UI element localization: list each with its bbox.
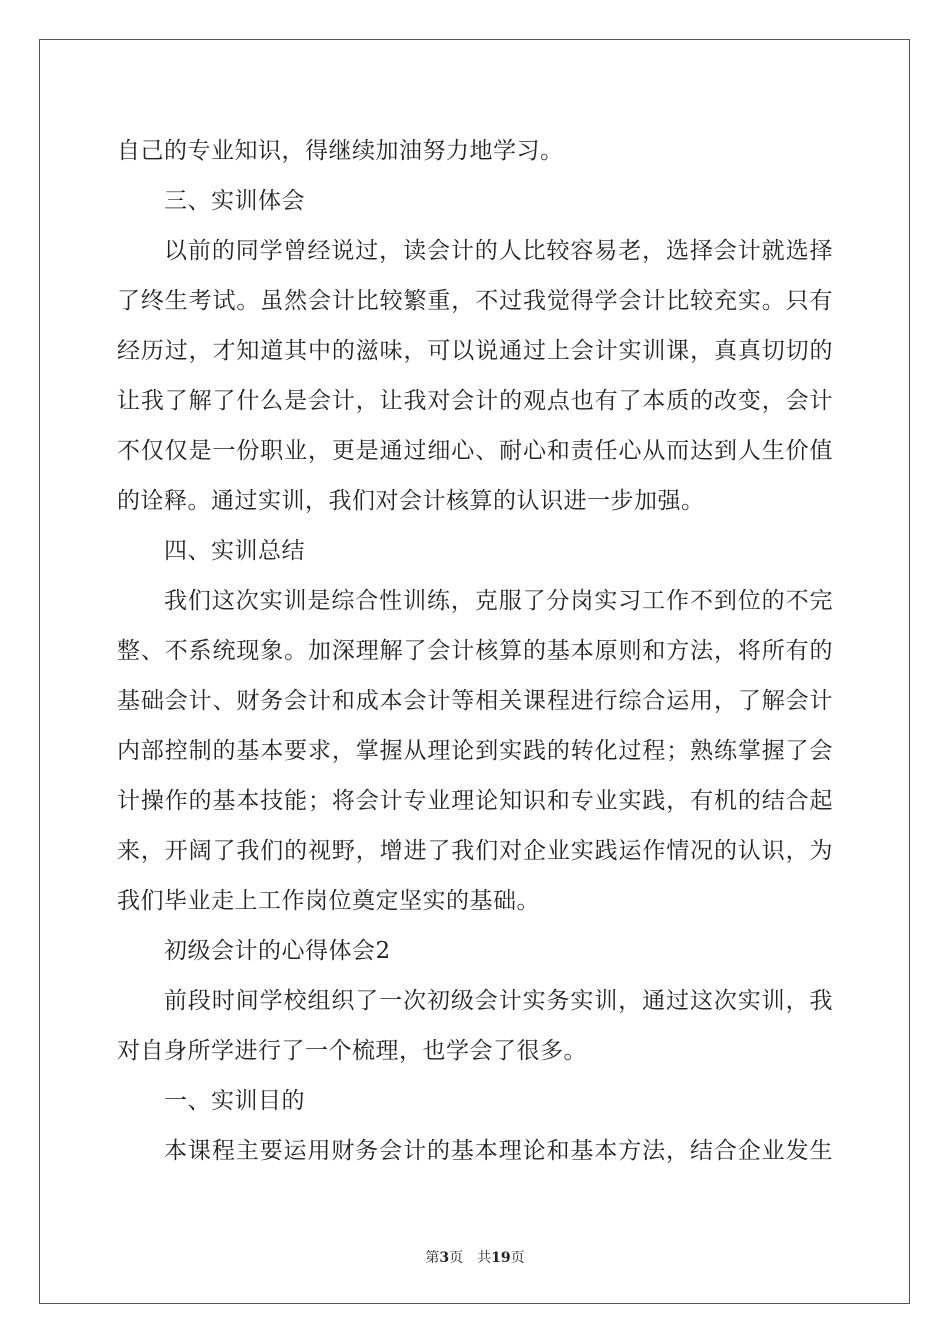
text-line: 以前的同学曾经说过，读会计的人比较容易老，选择会计就选择 bbox=[164, 238, 833, 264]
footer-suffix: 页 bbox=[510, 1250, 525, 1266]
text-line: 本课程主要运用财务会计的基本理论和基本方法，结合企业发生 bbox=[164, 1138, 833, 1164]
text-line: 计操作的基本技能；将会计专业理论知识和专业实践，有机的结合起 bbox=[117, 788, 833, 814]
text-line: 的诠释。通过实训，我们对会计核算的认识进一步加强。 bbox=[117, 488, 705, 514]
text-line: 经历过，才知道其中的滋味，可以说通过上会计实训课，真真切切的 bbox=[117, 338, 833, 364]
document-body bbox=[117, 126, 833, 1176]
text-line: 三、实训体会 bbox=[164, 188, 305, 214]
text-line: 一、实训目的 bbox=[164, 1088, 305, 1114]
text-line: 让我了解了什么是会计，让我对会计的观点也有了本质的改变，会计 bbox=[117, 388, 833, 414]
text-line: 四、实训总结 bbox=[164, 538, 305, 564]
text-line: 内部控制的基本要求，掌握从理论到实践的转化过程；熟练掌握了会 bbox=[117, 738, 833, 764]
text-line: 初级会计的心得体会2 bbox=[164, 938, 391, 964]
text-line: 基础会计、财务会计和成本会计等相关课程进行综合运用，了解会计 bbox=[117, 688, 833, 714]
text-line: 对自身所学进行了一个梳理，也学会了很多。 bbox=[117, 1038, 587, 1064]
text-line: 我们毕业走上工作岗位奠定坚实的基础。 bbox=[117, 888, 540, 914]
page-footer bbox=[0, 1247, 950, 1267]
text-line: 前段时间学校组织了一次初级会计实务实训，通过这次实训，我 bbox=[164, 988, 833, 1014]
text-line: 整、不系统现象。加深理解了会计核算的基本原则和方法，将所有的 bbox=[117, 638, 833, 664]
footer-total-pages: 19 bbox=[491, 1250, 511, 1266]
text-line: 我们这次实训是综合性训练，克服了分岗实习工作不到位的不完 bbox=[164, 588, 833, 614]
text-line: 自己的专业知识，得继续加油努力地学习。 bbox=[117, 138, 564, 164]
text-line: 来，开阔了我们的视野，增进了我们对企业实践运作情况的认识，为 bbox=[117, 838, 833, 864]
footer-prefix: 第 bbox=[425, 1250, 440, 1266]
text-line: 了终生考试。虽然会计比较繁重，不过我觉得学会计比较充实。只有 bbox=[117, 288, 833, 314]
footer-page-number: 3 bbox=[439, 1250, 450, 1266]
footer-mid: 页 共 bbox=[449, 1250, 492, 1266]
text-line: 不仅仅是一份职业，更是通过细心、耐心和责任心从而达到人生价值 bbox=[117, 438, 833, 464]
